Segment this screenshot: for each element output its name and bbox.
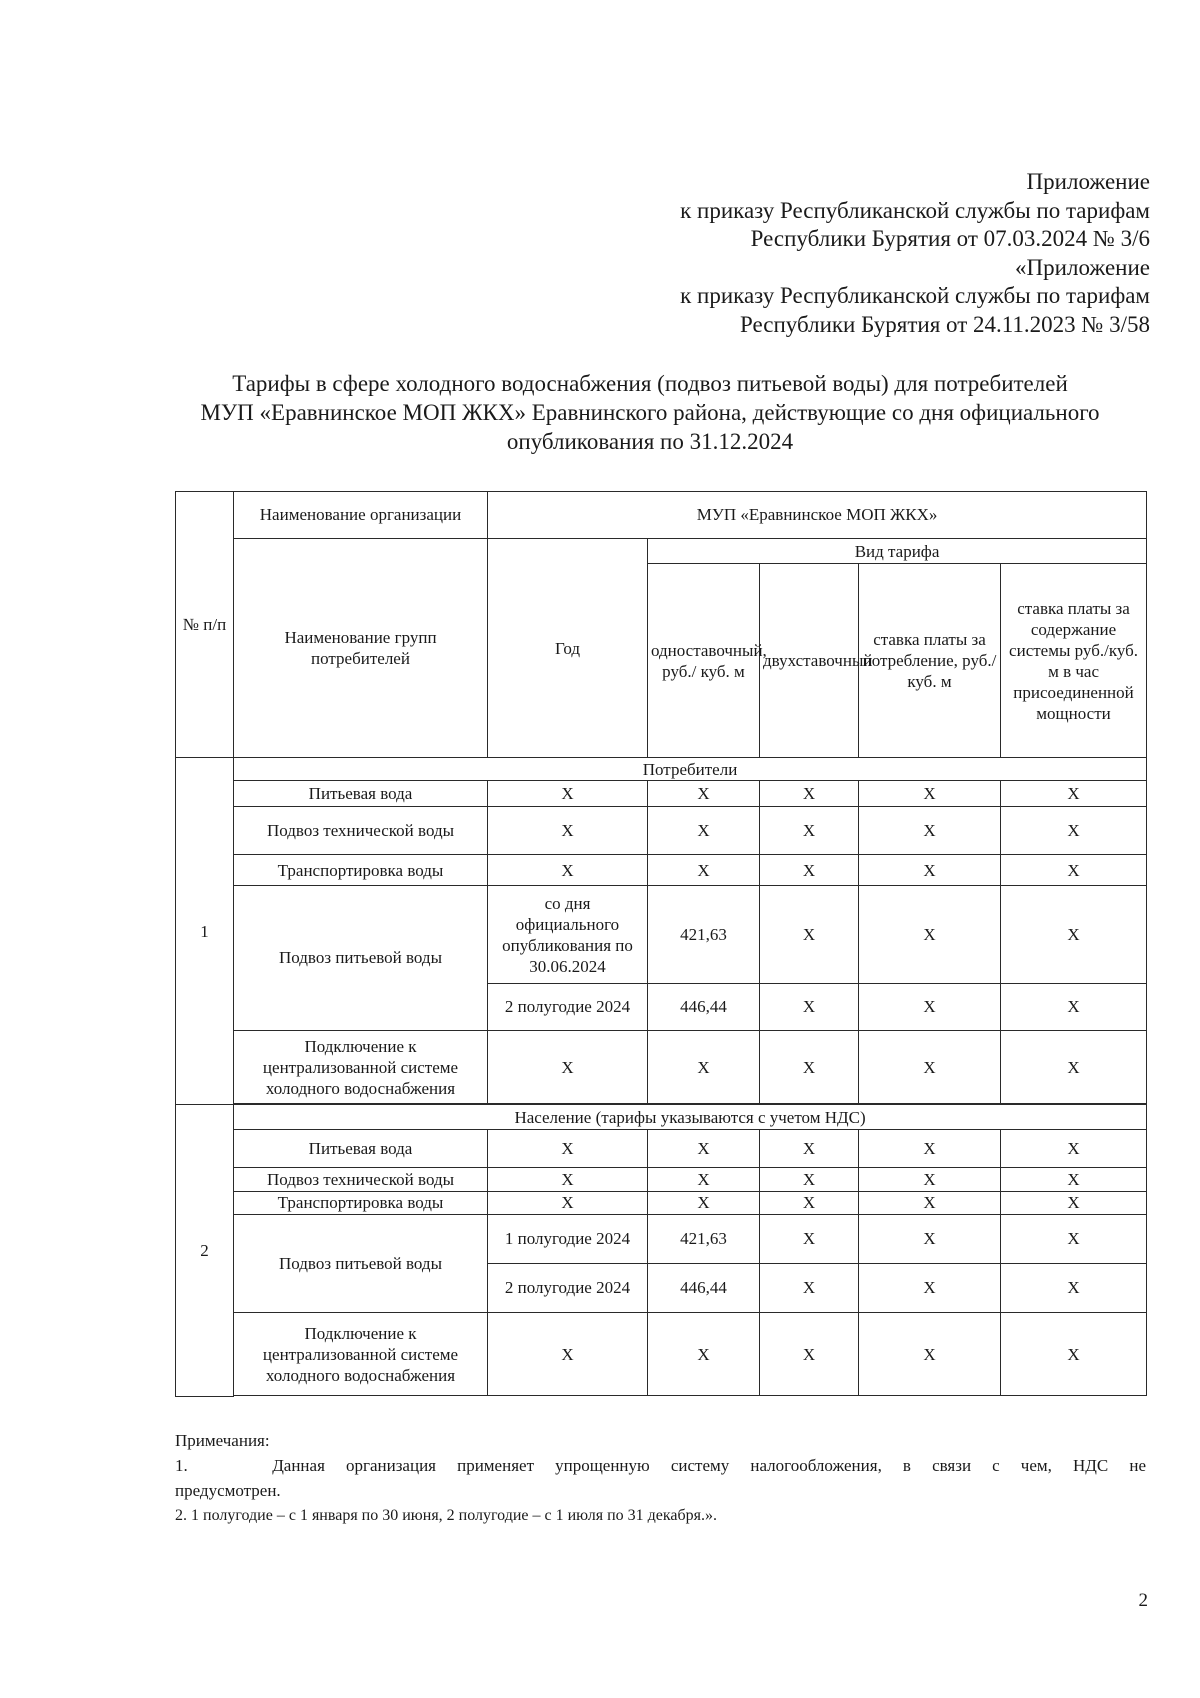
table-row (176, 855, 1147, 886)
cell-maintenance-rate: Х (1001, 1129, 1147, 1167)
cell-single-rate: 446,44 (648, 1263, 760, 1312)
cell-consumption-rate: Х (859, 1192, 1001, 1214)
tariff-type-header: Вид тарифа (648, 538, 1147, 564)
cell-year: Х (488, 807, 648, 855)
cell-two-rate: Х (760, 1214, 859, 1263)
cell-two-rate: Х (760, 807, 859, 855)
table-row (176, 1312, 1147, 1396)
cell-year: Х (488, 780, 648, 807)
cell-consumption-rate: Х (859, 984, 1001, 1031)
cell-maintenance-rate: Х (1001, 855, 1147, 886)
row-name: Транспортировка воды (234, 1192, 488, 1214)
table-row (176, 886, 1147, 984)
cell-year: 2 полугодие 2024 (488, 984, 648, 1031)
table-row (176, 1214, 1147, 1263)
section-number: 2 (176, 1105, 234, 1397)
cell-year: 1 полугодие 2024 (488, 1214, 648, 1263)
cell-maintenance-rate: Х (1001, 780, 1147, 807)
cell-two-rate: Х (760, 1129, 859, 1167)
cell-maintenance-rate: Х (1001, 1312, 1147, 1396)
row-name: Транспортировка воды (234, 855, 488, 886)
cell-single-rate: 446,44 (648, 984, 760, 1031)
page-number: 2 (1138, 1590, 1148, 1611)
cell-maintenance-rate: Х (1001, 886, 1147, 984)
cell-maintenance-rate: Х (1001, 1192, 1147, 1214)
cell-consumption-rate: Х (859, 807, 1001, 855)
table-row (176, 1167, 1147, 1192)
cell-maintenance-rate: Х (1001, 1167, 1147, 1192)
section-title: Потребители (234, 758, 1147, 780)
cell-single-rate: Х (648, 1192, 760, 1214)
cell-maintenance-rate: Х (1001, 984, 1147, 1031)
cell-consumption-rate: Х (859, 1167, 1001, 1192)
cell-two-rate: Х (760, 1030, 859, 1104)
consumer-groups-header: Наименование групп потребителей (234, 538, 488, 757)
cell-single-rate: Х (648, 780, 760, 807)
cell-two-rate: Х (760, 1167, 859, 1192)
section-number: 1 (176, 758, 234, 1105)
title-line: Тарифы в сфере холодного водоснабжения (подвоз питьевой воды) для потребителей (232, 371, 1068, 396)
row-name: Питьевая вода (234, 780, 488, 807)
cell-maintenance-rate: Х (1001, 807, 1147, 855)
cell-single-rate: Х (648, 1312, 760, 1396)
note-item: 1. Данная организация применяет упрощенную систему налогообложения, в связи с чем, НДС не (175, 1456, 1146, 1475)
table-row (176, 1030, 1147, 1104)
cell-consumption-rate: Х (859, 1312, 1001, 1396)
cell-year: Х (488, 1129, 648, 1167)
cell-year: 2 полугодие 2024 (488, 1263, 648, 1312)
row-name: Подвоз технической воды (234, 1167, 488, 1192)
title-line: МУП «Еравнинское МОП ЖКХ» Еравнинского района, действующие со дня официального (200, 400, 1100, 425)
cell-year: со дня официального опубликования по 30.06.2024 (488, 886, 648, 984)
cell-two-rate: Х (760, 855, 859, 886)
maintenance-rate-header: ставка платы за содержание системы руб./куб. м в час присоединенной мощности (1001, 564, 1147, 758)
cell-year: Х (488, 1030, 648, 1104)
cell-consumption-rate: Х (859, 1030, 1001, 1104)
row-name: Подключение к централизованной системе холодного водоснабжения (234, 1312, 488, 1396)
row-name: Подвоз питьевой воды (234, 886, 488, 1031)
cell-two-rate: Х (760, 984, 859, 1031)
organization-name: МУП «Еравнинское МОП ЖКХ» (488, 492, 1147, 539)
two-rate-header: двухставочный (760, 564, 859, 758)
consumption-rate-header: ставка платы за потребление, руб./ куб. м (859, 564, 1001, 758)
cell-maintenance-rate: Х (1001, 1263, 1147, 1312)
organization-label: Наименование организации (234, 492, 488, 539)
cell-consumption-rate: Х (859, 1214, 1001, 1263)
cell-consumption-rate: Х (859, 1263, 1001, 1312)
cell-maintenance-rate: Х (1001, 1214, 1147, 1263)
single-rate-header: одноставочный, руб./ куб. м (648, 564, 760, 758)
note-item: 2. 1 полугодие – с 1 января по 30 июня, 2 полугодие – с 1 июля по 31 декабря.». (175, 1507, 718, 1524)
row-name: Подключение к централизованной системе холодного водоснабжения (234, 1030, 488, 1104)
cell-two-rate: Х (760, 1263, 859, 1312)
note-item-continuation: предусмотрен. (175, 1481, 281, 1500)
header-line: Республики Бурятия от 24.11.2023 № 3/58 (739, 311, 1150, 337)
cell-year: Х (488, 1312, 648, 1396)
document-title (170, 369, 1130, 456)
notes-heading: Примечания: (175, 1431, 270, 1450)
row-name: Подвоз питьевой воды (234, 1214, 488, 1312)
table-header-row (176, 538, 1147, 564)
notes-section (175, 1428, 1146, 1528)
section-title-row (176, 758, 1147, 780)
cell-year: Х (488, 1167, 648, 1192)
row-name: Питьевая вода (234, 1129, 488, 1167)
table-row (176, 1129, 1147, 1167)
cell-consumption-rate: Х (859, 886, 1001, 984)
cell-two-rate: Х (760, 1312, 859, 1396)
header-line: «Приложение (1015, 254, 1150, 280)
cell-single-rate: Х (648, 1167, 760, 1192)
cell-year: Х (488, 855, 648, 886)
cell-two-rate: Х (760, 1192, 859, 1214)
cell-single-rate: Х (648, 855, 760, 886)
cell-single-rate: Х (648, 807, 760, 855)
cell-maintenance-rate: Х (1001, 1030, 1147, 1104)
table-row (176, 780, 1147, 807)
cell-two-rate: Х (760, 886, 859, 984)
table-header-row (176, 492, 1147, 539)
table-row (176, 807, 1147, 855)
cell-single-rate: Х (648, 1129, 760, 1167)
cell-consumption-rate: Х (859, 855, 1001, 886)
cell-consumption-rate: Х (859, 780, 1001, 807)
section-title-row (176, 1105, 1147, 1130)
header-line: Приложение (1026, 169, 1150, 194)
row-name: Подвоз технической воды (234, 807, 488, 855)
cell-year: Х (488, 1192, 648, 1214)
cell-single-rate: 421,63 (648, 886, 760, 984)
table-row (176, 1192, 1147, 1214)
tariff-table (175, 491, 1147, 1397)
cell-single-rate: 421,63 (648, 1214, 760, 1263)
number-header: № п/п (176, 492, 234, 758)
section-title: Население (тарифы указываются с учетом НДС) (234, 1105, 1147, 1130)
title-line: опубликования по 31.12.2024 (506, 429, 794, 454)
header-line: Республики Бурятия от 07.03.2024 № 3/6 (750, 226, 1150, 252)
order-reference-header (550, 168, 1150, 340)
header-line: к приказу Республиканской службы по тарифам (680, 197, 1150, 223)
header-line: к приказу Республиканской службы по тарифам (680, 283, 1150, 309)
cell-consumption-rate: Х (859, 1129, 1001, 1167)
year-header: Год (488, 538, 648, 757)
cell-two-rate: Х (760, 780, 859, 807)
cell-single-rate: Х (648, 1030, 760, 1104)
